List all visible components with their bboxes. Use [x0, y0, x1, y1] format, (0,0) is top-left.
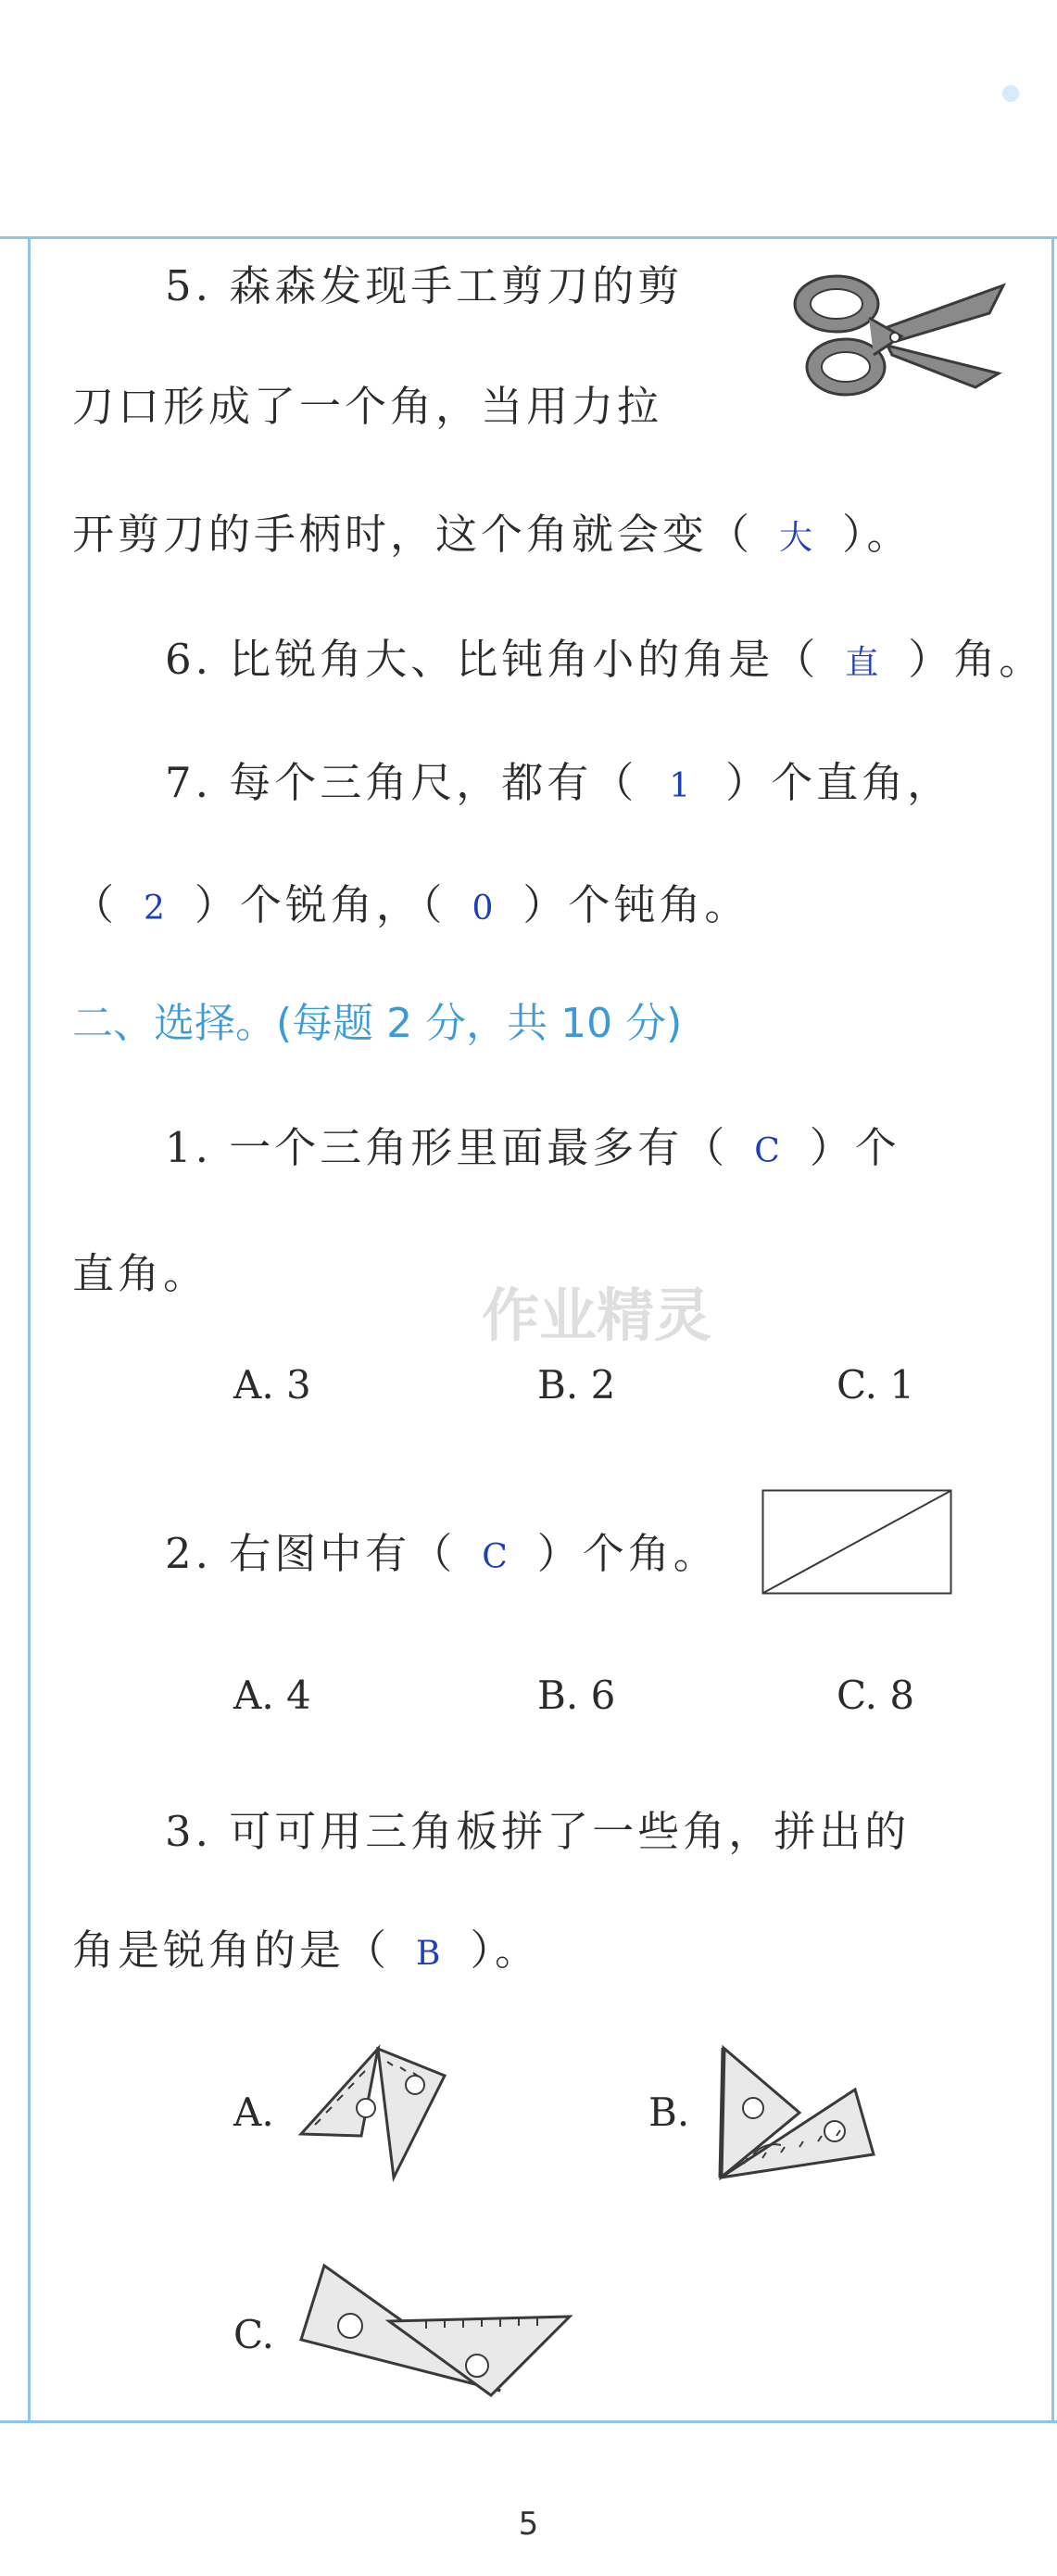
s2q1-line2: 直角。 — [72, 1249, 209, 1298]
s2q2-answer: C — [482, 1538, 511, 1576]
s2q1-option-c: C. 1 — [837, 1362, 915, 1408]
q5-line2: 刀口形成了一个角，当用力拉 — [72, 382, 663, 431]
q6-pre: 6. 比锐角大、比钝角小的角是（ — [165, 635, 820, 684]
s2q2-pre: 2. 右图中有（ — [165, 1529, 457, 1578]
q7-answer2: 2 — [144, 890, 169, 928]
s2q3-line2 — [72, 1916, 540, 1976]
q7-line2-a: （ — [72, 880, 119, 929]
q6-line — [165, 625, 1044, 686]
s2q1-pre: 1. 一个三角形里面最多有（ — [165, 1123, 729, 1172]
s2q2-post: ）个角。 — [536, 1529, 719, 1578]
triangle-rulers-b-figure — [716, 2043, 883, 2182]
q7-answer1: 1 — [669, 767, 695, 805]
triangle-rulers-a-figure — [296, 2043, 454, 2182]
q5-answer: 大 — [779, 519, 817, 557]
scissors-icon — [786, 258, 1008, 415]
s2q1-line1 — [165, 1114, 900, 1174]
watermark-text: 作业精灵 — [482, 1282, 712, 1349]
q7-line2-c: ）个钝角。 — [522, 880, 750, 929]
s2q3-post: ）。 — [470, 1926, 540, 1975]
triangle-rulers-c-figure — [296, 2261, 574, 2400]
q7-line1-pre: 7. 每个三角尺，都有（ — [165, 758, 638, 807]
s2q1-answer: C — [754, 1132, 784, 1170]
s2q3-pre: 角是锐角的是（ — [72, 1926, 391, 1975]
s2q3-option-c-label: C. — [233, 2312, 274, 2357]
s2q3-option-b-label: B. — [648, 2090, 690, 2135]
s2q1-option-a: A. 3 — [233, 1362, 311, 1408]
s2q2-line — [165, 1520, 719, 1580]
frame-right-border — [1051, 236, 1054, 2423]
s2q1-post: ）个 — [809, 1123, 900, 1172]
q5-line3 — [72, 500, 912, 561]
q7-line2-b: ）个锐角，（ — [194, 880, 447, 929]
section2-title: 二、选择。(每题 2 分，共 10 分) — [72, 1000, 683, 1047]
corner-dot — [1002, 85, 1019, 102]
q5-line3-post: ）。 — [842, 510, 912, 559]
s2q2-option-b: B. 6 — [537, 1673, 616, 1718]
s2q3-option-a-label: A. — [233, 2090, 274, 2135]
s2q3-answer: B — [416, 1935, 445, 1973]
q5-line1: 5. 森森发现手工剪刀的剪 — [165, 261, 684, 310]
q6-post: ）角。 — [908, 635, 1045, 684]
q5-line3-pre: 开剪刀的手柄时，这个角就会变（ — [72, 510, 754, 559]
frame-left-border — [28, 236, 31, 2423]
s2q2-option-c: C. 8 — [837, 1673, 915, 1718]
rectangle-diagonal-figure — [761, 1489, 952, 1595]
s2q3-line1: 3. 可可用三角板拼了一些角，拼出的 — [165, 1807, 911, 1856]
q6-answer: 直 — [845, 644, 883, 682]
s2q2-option-a: A. 4 — [233, 1673, 311, 1718]
page-number: 5 — [518, 2506, 539, 2543]
q7-answer3: 0 — [472, 890, 497, 928]
q7-line1-post: ）个直角， — [725, 758, 953, 807]
q7-line2 — [72, 871, 749, 931]
q7-line1 — [165, 749, 952, 809]
s2q1-option-b: B. 2 — [537, 1362, 616, 1408]
